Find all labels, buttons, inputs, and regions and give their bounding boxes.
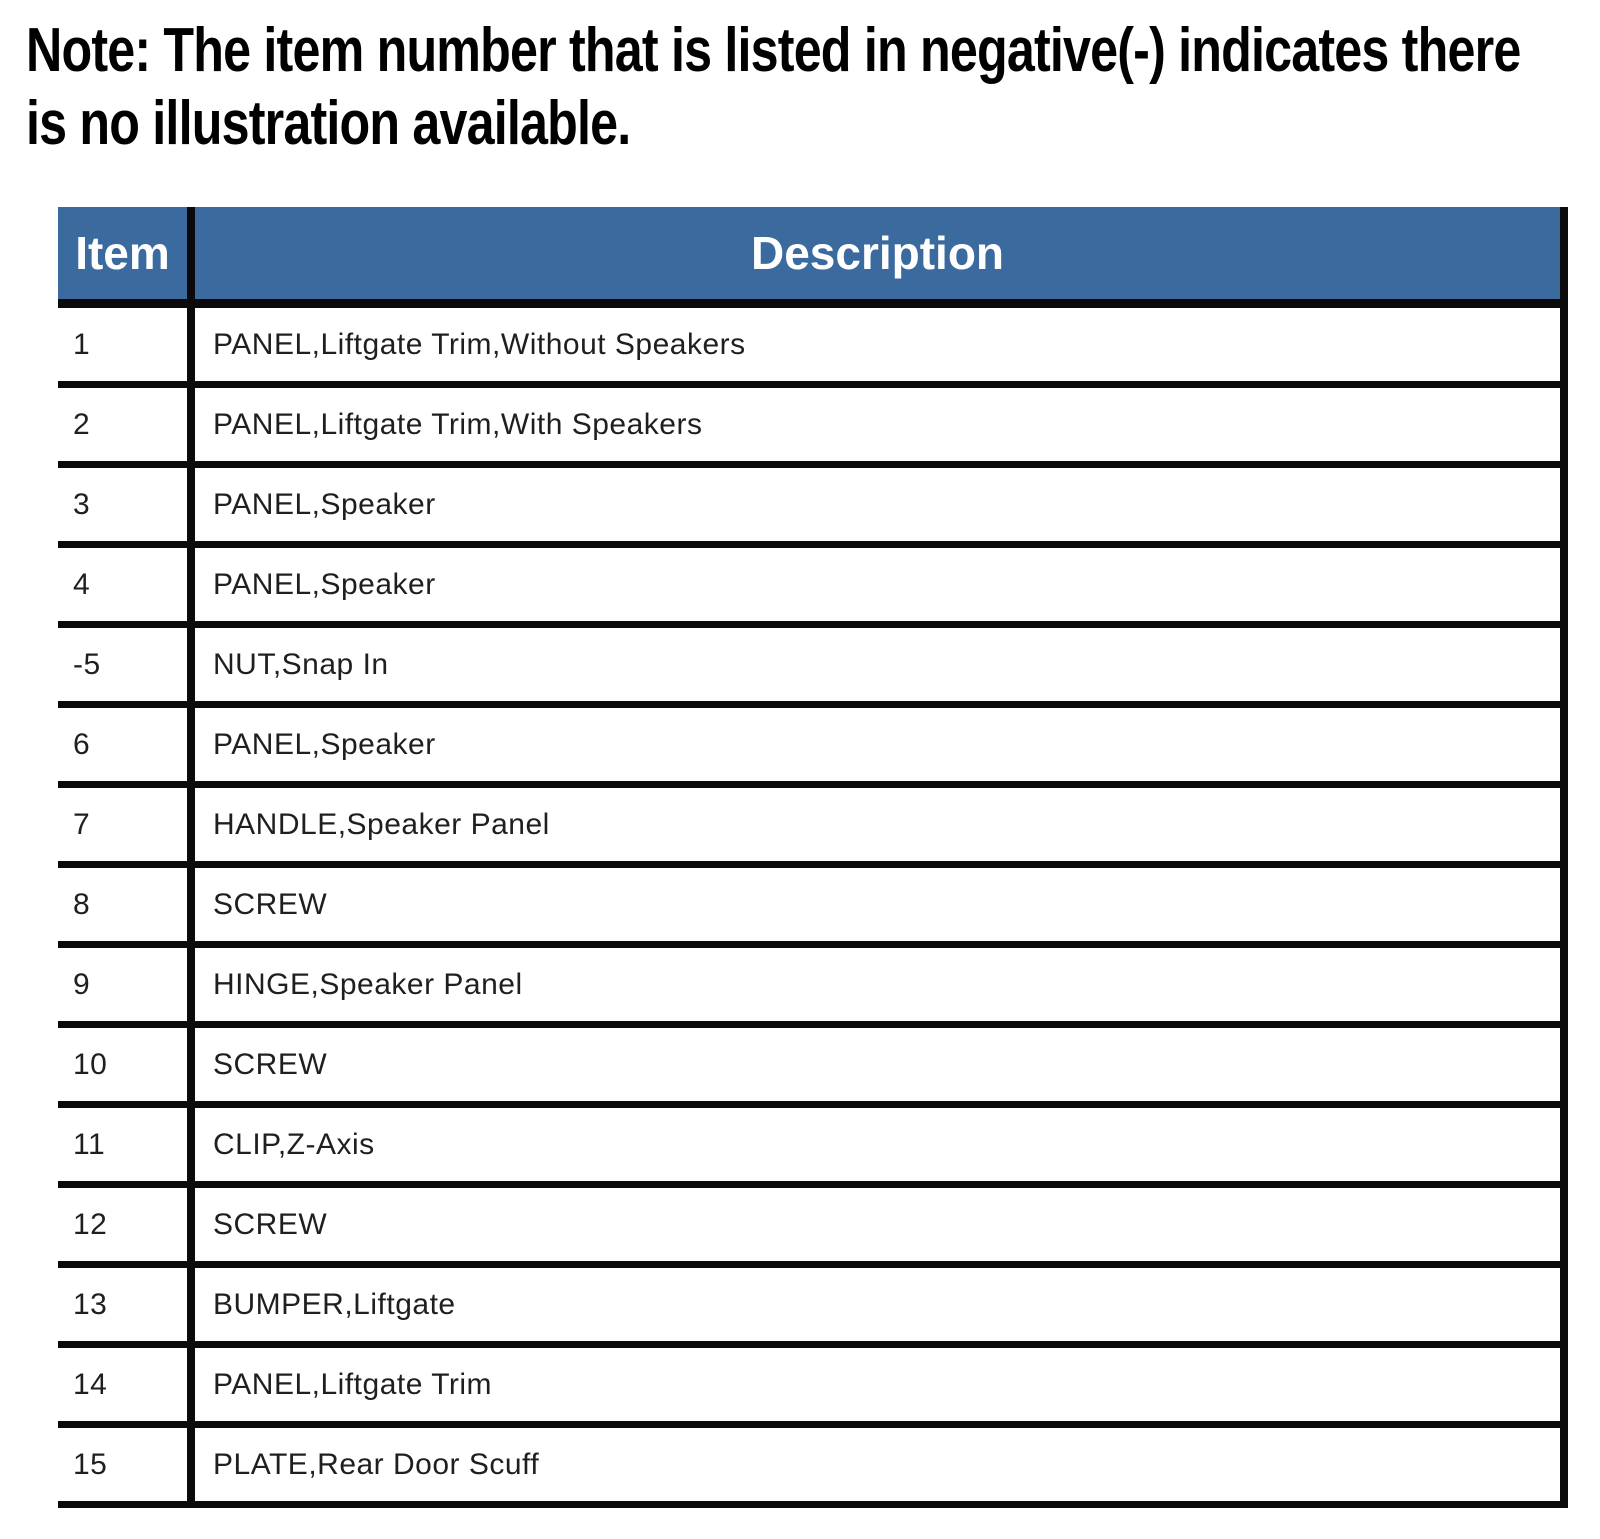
table-row bbox=[58, 1028, 1560, 1108]
item-number-cell: 8 bbox=[58, 868, 195, 941]
item-number-cell: 6 bbox=[58, 708, 195, 781]
table-row bbox=[58, 788, 1560, 868]
item-number-cell: 15 bbox=[58, 1428, 195, 1501]
description-cell: PANEL,Liftgate Trim,With Speakers bbox=[213, 407, 703, 441]
description-cell: BUMPER,Liftgate bbox=[213, 1287, 456, 1321]
table-row bbox=[58, 388, 1560, 468]
description-cell: PLATE,Rear Door Scuff bbox=[213, 1447, 540, 1481]
description-cell: HINGE,Speaker Panel bbox=[213, 967, 523, 1001]
description-cell: PANEL,Liftgate Trim bbox=[213, 1367, 493, 1401]
item-number-cell: 13 bbox=[58, 1268, 195, 1341]
item-number-cell: 14 bbox=[58, 1348, 195, 1421]
item-number-cell: 3 bbox=[58, 468, 195, 541]
table-row bbox=[58, 308, 1560, 388]
table-row bbox=[58, 548, 1560, 628]
column-header-item: Item bbox=[58, 207, 195, 299]
item-number-cell: 12 bbox=[58, 1188, 195, 1261]
item-number-cell: -5 bbox=[58, 628, 195, 701]
note-heading: Note: The item number that is listed in negative(-) indicates there is no illustration available. bbox=[26, 16, 1521, 159]
description-cell: SCREW bbox=[213, 887, 328, 921]
item-number-cell: 4 bbox=[58, 548, 195, 621]
table-row bbox=[58, 1268, 1560, 1348]
item-number-cell: 11 bbox=[58, 1108, 195, 1181]
item-number-cell: 2 bbox=[58, 388, 195, 461]
column-header-description: Description bbox=[750, 227, 1005, 280]
item-number-cell: 9 bbox=[58, 948, 195, 1021]
table-row bbox=[58, 1188, 1560, 1268]
table-row bbox=[58, 1108, 1560, 1188]
table-row bbox=[58, 868, 1560, 948]
description-cell: NUT,Snap In bbox=[213, 647, 389, 681]
description-cell: SCREW bbox=[213, 1207, 328, 1241]
item-number-cell: 7 bbox=[58, 788, 195, 861]
description-cell: PANEL,Speaker bbox=[213, 567, 436, 601]
description-cell: HANDLE,Speaker Panel bbox=[213, 807, 550, 841]
item-number-cell: 1 bbox=[58, 308, 195, 381]
table-row bbox=[58, 628, 1560, 708]
table-row bbox=[58, 708, 1560, 788]
table-row bbox=[58, 1348, 1560, 1428]
table-row bbox=[58, 1428, 1560, 1508]
item-number-cell: 10 bbox=[58, 1028, 195, 1101]
parts-table bbox=[58, 207, 1568, 1508]
description-cell: PANEL,Liftgate Trim,Without Speakers bbox=[213, 327, 746, 361]
table-row bbox=[58, 468, 1560, 548]
description-cell: SCREW bbox=[213, 1047, 328, 1081]
table-header-row bbox=[58, 207, 1560, 308]
description-cell: PANEL,Speaker bbox=[213, 487, 436, 521]
description-cell: PANEL,Speaker bbox=[213, 727, 436, 761]
table-row bbox=[58, 948, 1560, 1028]
table-body bbox=[58, 308, 1560, 1508]
description-cell: CLIP,Z-Axis bbox=[213, 1127, 375, 1161]
